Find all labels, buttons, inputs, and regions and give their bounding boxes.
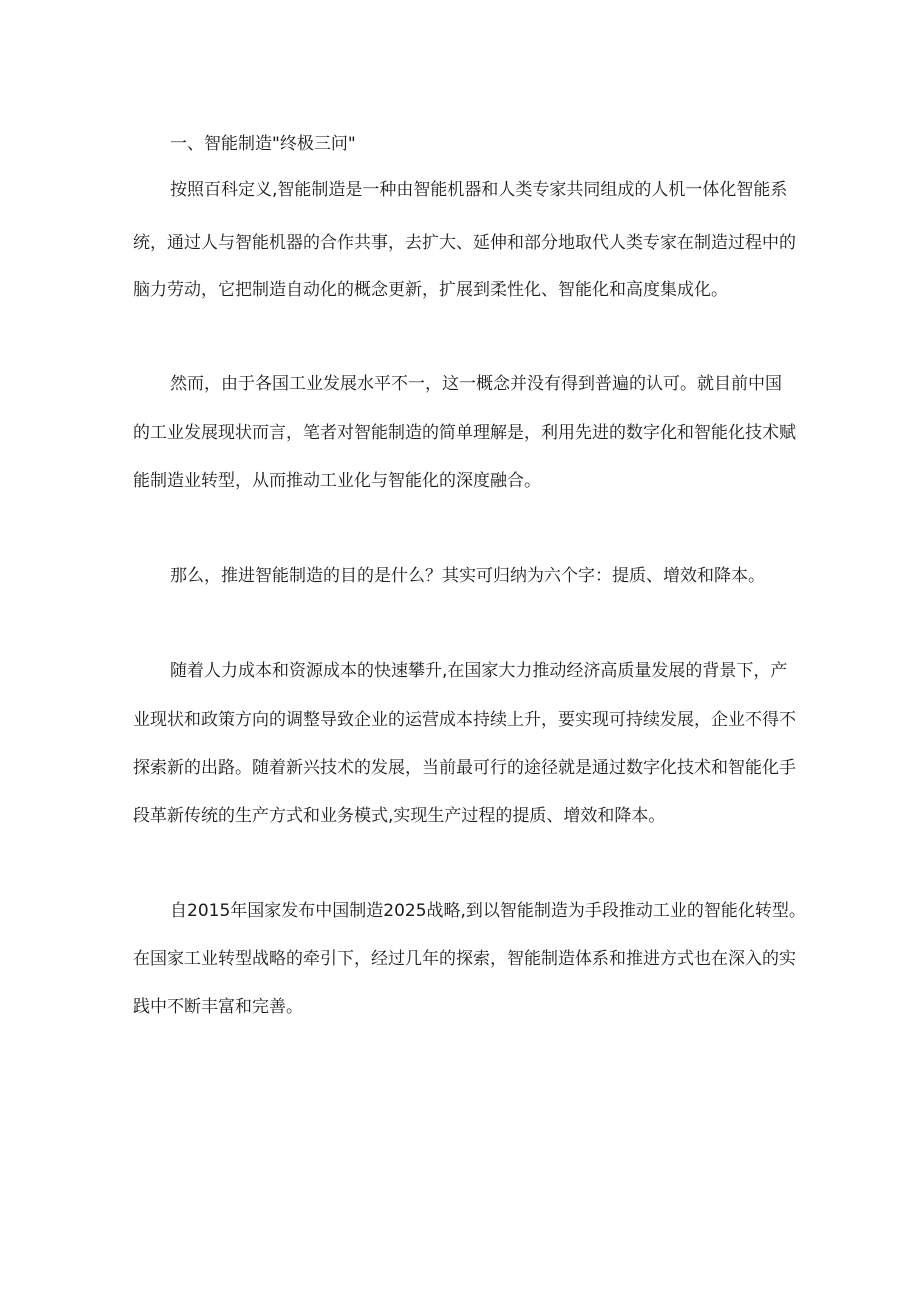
paragraph-4-line-1: 随着人力成本和资源成本的快速攀升,在国家大力推动经济高质量发展的背景下，产	[170, 661, 788, 681]
paragraph-1-line-3: 脑力劳动，它把制造自动化的概念更新，扩展到柔性化、智能化和高度集成化。	[133, 280, 728, 300]
paragraph-2-line-3: 能制造业转型，从而推动工业化与智能化的深度融合。	[133, 471, 541, 491]
paragraph-2-line-1: 然而，由于各国工业发展水平不一，这一概念并没有得到普遍的认可。就目前中国	[170, 374, 782, 394]
paragraph-2-line-2: 的工业发展现状而言，笔者对智能制造的简单理解是，利用先进的数字化和智能化技术赋	[133, 423, 796, 443]
section-heading: 一、智能制造"终极三问"	[170, 134, 356, 154]
paragraph-5-line-2: 在国家工业转型战略的牵引下，经过几年的探索，智能制造体系和推进方式也在深入的实	[133, 949, 796, 969]
paragraph-1-line-1: 按照百科定义,智能制造是一种由智能机器和人类专家共同组成的人机一体化智能系	[170, 180, 788, 200]
paragraph-5-line-3: 践中不断丰富和完善。	[133, 997, 303, 1017]
paragraph-4-line-4: 段革新传统的生产方式和业务模式,实现生产过程的提质、增效和降本。	[133, 806, 666, 826]
paragraph-1-line-2: 统，通过人与智能机器的合作共事，去扩大、延伸和部分地取代人类专家在制造过程中的	[133, 233, 796, 253]
paragraph-4-line-2: 业现状和政策方向的调整导致企业的运营成本持续上升，要实现可持续发展，企业不得不	[133, 710, 796, 730]
paragraph-4-line-3: 探索新的出路。随着新兴技术的发展，当前最可行的途径就是通过数字化技术和智能化手	[133, 758, 796, 778]
paragraph-5-line-1: 自2015年国家发布中国制造2025战略,到以智能制造为手段推动工业的智能化转型。	[170, 901, 806, 921]
paragraph-3-line-1: 那么，推进智能制造的目的是什么？其实可归纳为六个字：提质、增效和降本。	[170, 566, 765, 586]
